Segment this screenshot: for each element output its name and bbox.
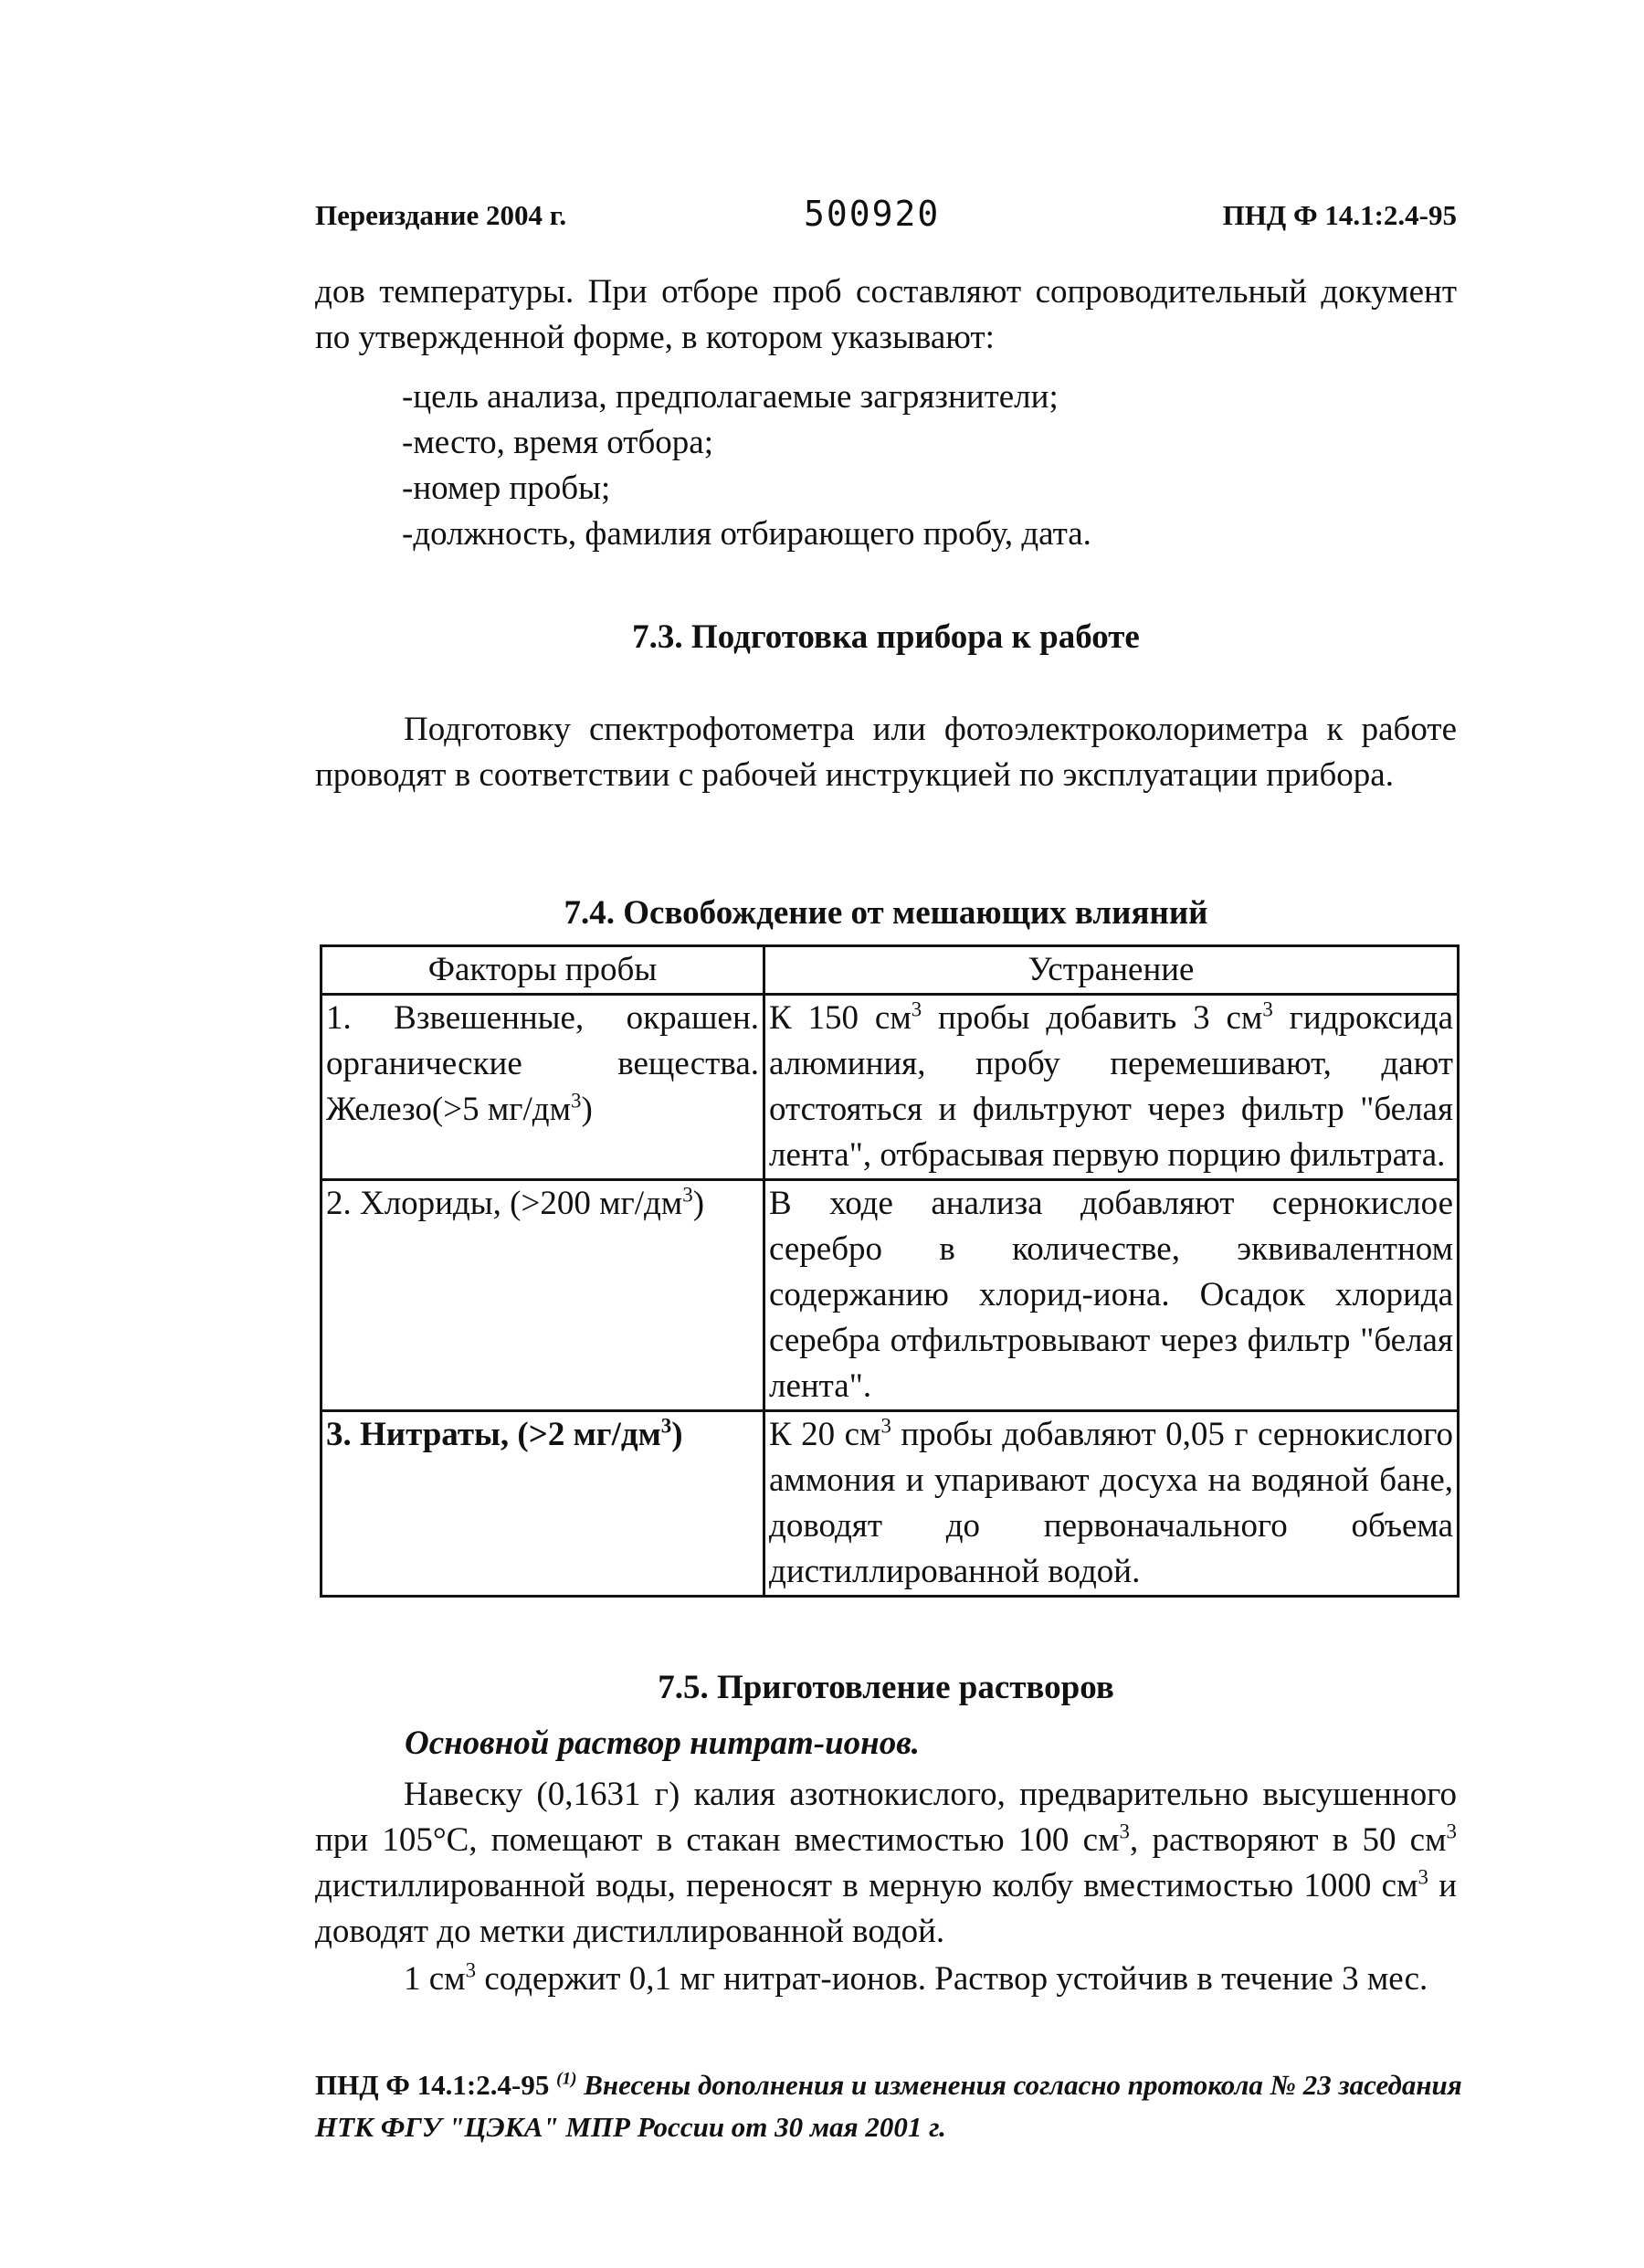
remedy-cell: В ходе анализа добавляют сернокислое серебро в количестве, эквивалентном содержанию хлорид-иона. Осадок хлорида серебра отфильтровывают через фильтр "белая лента".: [764, 1180, 1459, 1411]
table-row: [321, 1411, 1459, 1597]
footer-note: Внесены дополнения и изменения согласно протокола № 23 заседания НТК ФГУ "ЦЭКА" МПР России от 30 мая 2001 г.: [315, 2069, 1462, 2143]
column-header-remedy: Устранение: [764, 946, 1459, 995]
header-doc-code: ПНД Ф 14.1:2.4-95: [1222, 199, 1457, 231]
remedy-cell: К 20 $см^3$ пробы добавляют 0,05 г сернокислого аммония и упаривают досуха на водяной бане, доводят до первоначального объема дистиллированной водой.: [764, 1411, 1459, 1597]
list-item: -номер пробы;: [402, 469, 611, 507]
remedy-cell: К 150 $см^3$ пробы добавить 3 $см^3$ гидроксида алюминия, пробу перемешивают, дают отстояться и фильтруют через фильтр "белая лента", отбрасывая первую порцию фильтрата.: [764, 995, 1459, 1180]
interference-table: [320, 944, 1460, 1598]
list-item: -должность, фамилия отбирающего пробу, дата.: [402, 515, 1091, 553]
table-row: [321, 995, 1459, 1180]
header-number: 500920: [804, 194, 941, 234]
concentration-paragraph: 1 $см^3$ содержит 0,1 мг нитрат-ионов. Раствор устойчив в течение 3 мес.: [404, 1958, 1428, 1998]
section-7-4-heading: 7.4. Освобождение от мешающих влияний: [564, 894, 1208, 932]
solution-subheading: Основной раствор нитрат-ионов.: [405, 1725, 920, 1762]
factor-cell: 2. Хлориды, (>200 $мг/дм^3$): [321, 1180, 764, 1411]
sample-document-list: [402, 374, 1091, 557]
header-edition: Переиздание 2004 г.: [315, 199, 567, 231]
page-header: [315, 194, 1457, 241]
footer-mark: (1): [556, 2069, 577, 2089]
column-header-factors: Факторы пробы: [321, 946, 764, 995]
list-item: -место, время отбора;: [402, 424, 713, 461]
intro-paragraph: дов температуры. При отборе проб составляют сопроводительный документ по утвержденной форме, в котором указывают:: [315, 273, 1457, 356]
section-7-3-paragraph: Подготовку спектрофотометра или фотоэлектроколориметра к работе проводят в соответствии с рабочей инструкцией по эксплуатации прибора.: [315, 711, 1457, 794]
page-footer: [315, 2064, 1502, 2148]
section-7-5-heading: 7.5. Приготовление растворов: [658, 1669, 1114, 1706]
footer-doc-code: ПНД Ф 14.1:2.4-95: [315, 2069, 550, 2101]
list-item: -цель анализа, предполагаемые загрязнители;: [402, 378, 1059, 416]
table-row: [321, 1180, 1459, 1411]
section-7-3-heading: 7.3. Подготовка прибора к работе: [632, 618, 1140, 656]
table-header-row: [321, 946, 1459, 995]
solution-paragraph: Навеску (0,1631 г) калия азотнокислого, предварительно высушенного при 105°С, помещают в стакан вместимостью 100 $см^3$, растворяют в 50 $см^3$ дистиллированной воды, переносят в мерную колбу вместимостью 1000 $см^3$ и доводят до метки дистиллированной водой.: [315, 1776, 1458, 1950]
factor-cell: 1. Взвешенные, окрашен. органические вещества. Железо(>5 $мг/дм^3$): [321, 995, 764, 1180]
factor-cell: 3. Нитраты, (>2 $мг/дм^3$): [321, 1411, 764, 1597]
